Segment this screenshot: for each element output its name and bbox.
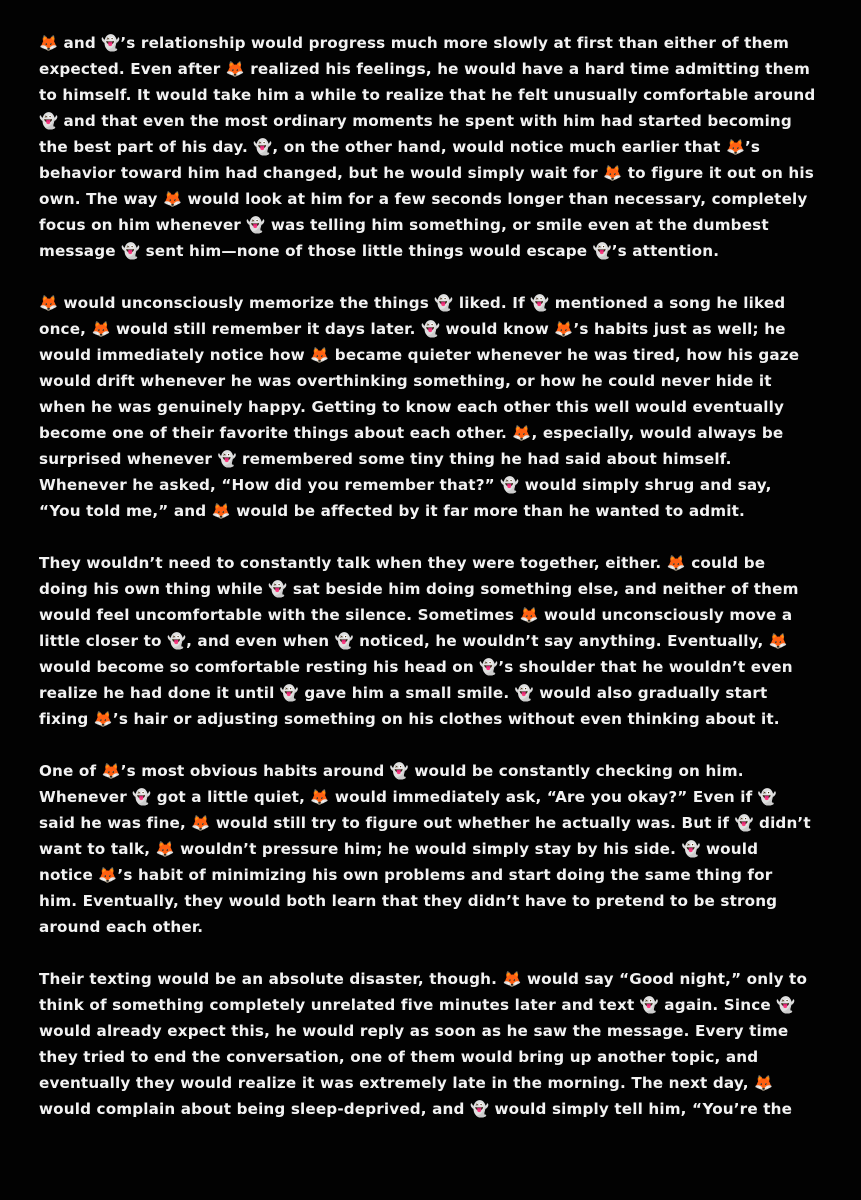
paragraph-5 (39, 966, 831, 1122)
text-line: would become so comfortable resting his head on 👻’s shoulder that he wouldn’t even (39, 658, 793, 676)
paragraph-2 (39, 290, 831, 524)
text-line: said he was fine, 🦊 would still try to figure out whether he actually was. But if 👻 didn’t (39, 814, 811, 832)
text-line: Their texting would be an absolute disaster, though. 🦊 would say “Good night,” only to (39, 970, 808, 988)
text-line: they tried to end the conversation, one of them would bring up another topic, and (39, 1048, 759, 1066)
text-line: Whenever 👻 got a little quiet, 🦊 would immediately ask, “Are you okay?” Even if 👻 (39, 788, 777, 806)
text-line: become one of their favorite things about each other. 🦊, especially, would always be (39, 424, 784, 442)
text-line: 🦊 would unconsciously memorize the things 👻 liked. If 👻 mentioned a song he liked (39, 294, 786, 312)
text-line: Whenever he asked, “How did you remember that?” 👻 would simply shrug and say, (39, 476, 772, 494)
text-line: once, 🦊 would still remember it days later. 👻 would know 🦊’s habits just as well; he (39, 320, 786, 338)
text-line: notice 🦊’s habit of minimizing his own problems and start doing the same thing for (39, 866, 773, 884)
text-line: fixing 🦊’s hair or adjusting something on his clothes without even thinking about it. (39, 710, 780, 728)
text-line: him. Eventually, they would both learn that they didn’t have to pretend to be strong (39, 892, 778, 910)
paragraph-3 (39, 550, 831, 732)
paragraph-4 (39, 758, 831, 940)
text-line: eventually they would realize it was extremely late in the morning. The next day, 🦊 (39, 1074, 774, 1092)
text-line: would drift whenever he was overthinking something, or how he could never hide it (39, 372, 772, 390)
text-line: think of something completely unrelated five minutes later and text 👻 again. Since 👻 (39, 996, 796, 1014)
text-line: would immediately notice how 🦊 became quieter whenever he was tired, how his gaze (39, 346, 800, 364)
text-line: 👻 and that even the most ordinary moments he spent with him had started becoming (39, 112, 792, 130)
text-line: focus on him whenever 👻 was telling him something, or smile even at the dumbest (39, 216, 769, 234)
text-line: would complain about being sleep-deprived, and 👻 would simply tell him, “You’re the (39, 1100, 793, 1118)
text-line: doing his own thing while 👻 sat beside him doing something else, and neither of them (39, 580, 799, 598)
text-line: the best part of his day. 👻, on the other hand, would notice much earlier that 🦊’s (39, 138, 761, 156)
text-line: behavior toward him had changed, but he would simply wait for 🦊 to figure it out on his (39, 164, 814, 182)
text-line: expected. Even after 🦊 realized his feelings, he would have a hard time admitting them (39, 60, 810, 78)
text-line: One of 🦊’s most obvious habits around 👻 would be constantly checking on him. (39, 762, 744, 780)
text-line: 🦊 and 👻’s relationship would progress much more slowly at first than either of them (39, 34, 789, 52)
text-line: to himself. It would take him a while to realize that he felt unusually comfortable around (39, 86, 816, 104)
text-line: want to talk, 🦊 wouldn’t pressure him; he would simply stay by his side. 👻 would (39, 840, 759, 858)
text-line: own. The way 🦊 would look at him for a few seconds longer than necessary, completely (39, 190, 808, 208)
text-line: They wouldn’t need to constantly talk when they were together, either. 🦊 could be (39, 554, 766, 572)
text-line: surprised whenever 👻 remembered some tiny thing he had said about himself. (39, 450, 732, 468)
text-line: “You told me,” and 🦊 would be affected by it far more than he wanted to admit. (39, 502, 745, 520)
text-line: when he was genuinely happy. Getting to know each other this well would eventually (39, 398, 784, 416)
text-line: would feel uncomfortable with the silence. Sometimes 🦊 would unconsciously move a (39, 606, 793, 624)
text-line: would already expect this, he would reply as soon as he saw the message. Every time (39, 1022, 789, 1040)
text-line: around each other. (39, 918, 204, 936)
text-line: realize he had done it until 👻 gave him a small smile. 👻 would also gradually start (39, 684, 768, 702)
text-line: little closer to 👻, and even when 👻 noticed, he wouldn’t say anything. Eventually, 🦊 (39, 632, 788, 650)
paragraph-1 (39, 30, 831, 264)
text-line: message 👻 sent him—none of those little things would escape 👻’s attention. (39, 242, 720, 260)
